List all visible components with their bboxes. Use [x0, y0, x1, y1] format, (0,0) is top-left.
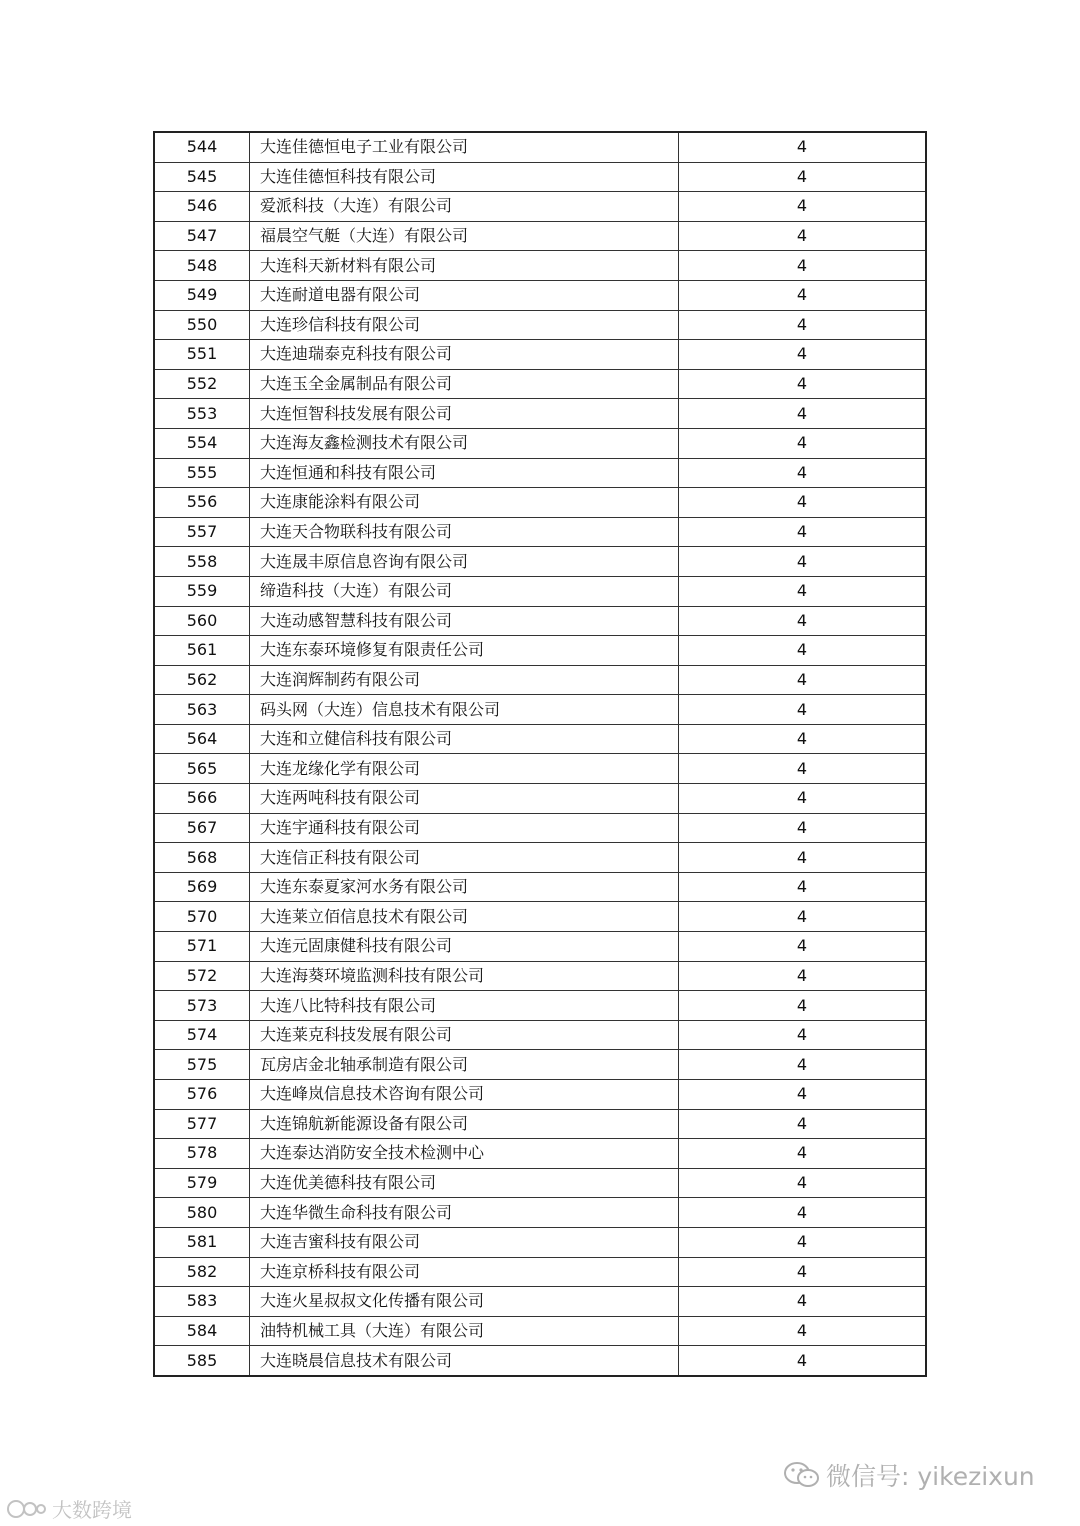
table-row: [154, 754, 926, 784]
row-value: 4: [679, 517, 927, 547]
row-number: 575: [154, 1050, 250, 1080]
company-name: 大连海友鑫检测技术有限公司: [250, 428, 679, 458]
company-name: 大连润辉制药有限公司: [250, 665, 679, 695]
company-name: 大连锦航新能源设备有限公司: [250, 1109, 679, 1139]
table-row: [154, 991, 926, 1021]
row-value: 4: [679, 1109, 927, 1139]
company-name: 大连东泰环境修复有限责任公司: [250, 636, 679, 666]
row-number: 547: [154, 221, 250, 251]
company-name: 大连华微生命科技有限公司: [250, 1198, 679, 1228]
row-number: 552: [154, 369, 250, 399]
row-number: 571: [154, 932, 250, 962]
table-row: [154, 488, 926, 518]
company-name: 大连玉全金属制品有限公司: [250, 369, 679, 399]
row-value: 4: [679, 724, 927, 754]
row-number: 548: [154, 251, 250, 281]
row-value: 4: [679, 1316, 927, 1346]
row-number: 550: [154, 310, 250, 340]
company-name: 大连恒通和科技有限公司: [250, 458, 679, 488]
company-name: 大连元固康健科技有限公司: [250, 932, 679, 962]
table-row: [154, 221, 926, 251]
row-value: 4: [679, 1080, 927, 1110]
row-value: 4: [679, 754, 927, 784]
row-number: 573: [154, 991, 250, 1021]
table-row: [154, 1287, 926, 1317]
row-number: 556: [154, 488, 250, 518]
row-value: 4: [679, 1050, 927, 1080]
row-number: 553: [154, 399, 250, 429]
brand-watermark-text: 大数跨境: [52, 1498, 132, 1522]
company-name: 大连优美德科技有限公司: [250, 1168, 679, 1198]
table-row: [154, 813, 926, 843]
company-name: 大连东泰夏家河水务有限公司: [250, 872, 679, 902]
row-value: 4: [679, 340, 927, 370]
row-value: 4: [679, 1287, 927, 1317]
row-value: 4: [679, 488, 927, 518]
company-name: 瓦房店金北轴承制造有限公司: [250, 1050, 679, 1080]
row-value: 4: [679, 1020, 927, 1050]
brand-logo-icon: [6, 1497, 48, 1521]
row-value: 4: [679, 813, 927, 843]
row-number: 583: [154, 1287, 250, 1317]
row-number: 581: [154, 1227, 250, 1257]
row-value: 4: [679, 1257, 927, 1287]
row-value: 4: [679, 1139, 927, 1169]
row-value: 4: [679, 1198, 927, 1228]
row-value: 4: [679, 221, 927, 251]
company-name: 大连动感智慧科技有限公司: [250, 606, 679, 636]
table-row: [154, 872, 926, 902]
row-number: 576: [154, 1080, 250, 1110]
row-value: 4: [679, 576, 927, 606]
row-number: 572: [154, 961, 250, 991]
company-name: 爱派科技（大连）有限公司: [250, 192, 679, 222]
row-number: 584: [154, 1316, 250, 1346]
company-name: 大连龙缘化学有限公司: [250, 754, 679, 784]
table-row: [154, 251, 926, 281]
row-number: 564: [154, 724, 250, 754]
company-name: 大连吉蜜科技有限公司: [250, 1227, 679, 1257]
table-row: [154, 902, 926, 932]
table-row: [154, 1109, 926, 1139]
company-name: 大连泰达消防安全技术检测中心: [250, 1139, 679, 1169]
row-number: 546: [154, 192, 250, 222]
row-value: 4: [679, 843, 927, 873]
table-row: [154, 517, 926, 547]
wechat-watermark: [782, 1457, 1035, 1493]
row-value: 4: [679, 636, 927, 666]
row-value: 4: [679, 961, 927, 991]
row-value: 4: [679, 132, 927, 162]
row-value: 4: [679, 192, 927, 222]
row-number: 544: [154, 132, 250, 162]
company-name: 大连晟丰原信息咨询有限公司: [250, 547, 679, 577]
wechat-icon: [782, 1460, 822, 1490]
row-number: 574: [154, 1020, 250, 1050]
table-row: [154, 547, 926, 577]
row-value: 4: [679, 1346, 927, 1376]
row-number: 570: [154, 902, 250, 932]
table-row: [154, 665, 926, 695]
company-name: 码头网（大连）信息技术有限公司: [250, 695, 679, 725]
row-value: 4: [679, 695, 927, 725]
row-value: 4: [679, 369, 927, 399]
row-value: 4: [679, 399, 927, 429]
table-row: [154, 369, 926, 399]
company-name: 大连海葵环境监测科技有限公司: [250, 961, 679, 991]
table-row: [154, 1020, 926, 1050]
table-row: [154, 576, 926, 606]
company-name: 福晨空气艇（大连）有限公司: [250, 221, 679, 251]
row-number: 568: [154, 843, 250, 873]
row-number: 582: [154, 1257, 250, 1287]
row-number: 577: [154, 1109, 250, 1139]
row-number: 585: [154, 1346, 250, 1376]
company-name: 大连莱立佰信息技术有限公司: [250, 902, 679, 932]
row-number: 563: [154, 695, 250, 725]
company-name: 大连晓晨信息技术有限公司: [250, 1346, 679, 1376]
company-name: 大连信正科技有限公司: [250, 843, 679, 873]
table-row: [154, 162, 926, 192]
company-table: [153, 131, 927, 1377]
table-row: [154, 1080, 926, 1110]
row-value: 4: [679, 251, 927, 281]
row-number: 566: [154, 784, 250, 814]
table-row: [154, 428, 926, 458]
row-number: 580: [154, 1198, 250, 1228]
row-number: 561: [154, 636, 250, 666]
table-row: [154, 784, 926, 814]
table-row: [154, 1227, 926, 1257]
table-row: [154, 843, 926, 873]
row-value: 4: [679, 932, 927, 962]
row-value: 4: [679, 872, 927, 902]
row-value: 4: [679, 991, 927, 1021]
row-number: 579: [154, 1168, 250, 1198]
row-number: 554: [154, 428, 250, 458]
row-number: 578: [154, 1139, 250, 1169]
row-value: 4: [679, 547, 927, 577]
table-row: [154, 458, 926, 488]
table-row: [154, 1346, 926, 1376]
row-number: 565: [154, 754, 250, 784]
row-value: 4: [679, 1168, 927, 1198]
company-table-container: [153, 131, 927, 1377]
row-value: 4: [679, 428, 927, 458]
table-row: [154, 606, 926, 636]
row-number: 558: [154, 547, 250, 577]
company-name: 大连火星叔叔文化传播有限公司: [250, 1287, 679, 1317]
row-number: 559: [154, 576, 250, 606]
company-name: 大连耐道电器有限公司: [250, 280, 679, 310]
table-row: [154, 636, 926, 666]
wechat-watermark-text: 微信号: yikezixun: [826, 1462, 1035, 1491]
company-name: 大连峰岚信息技术咨询有限公司: [250, 1080, 679, 1110]
table-row: [154, 961, 926, 991]
company-name: 大连京桥科技有限公司: [250, 1257, 679, 1287]
row-value: 4: [679, 665, 927, 695]
row-value: 4: [679, 162, 927, 192]
row-number: 555: [154, 458, 250, 488]
company-name: 大连康能涂料有限公司: [250, 488, 679, 518]
company-name: 大连科天新材料有限公司: [250, 251, 679, 281]
row-number: 557: [154, 517, 250, 547]
table-row: [154, 695, 926, 725]
company-name: 大连迪瑞泰克科技有限公司: [250, 340, 679, 370]
company-name: 大连天合物联科技有限公司: [250, 517, 679, 547]
company-name: 大连宇通科技有限公司: [250, 813, 679, 843]
company-name: 油特机械工具（大连）有限公司: [250, 1316, 679, 1346]
row-value: 4: [679, 458, 927, 488]
row-value: 4: [679, 784, 927, 814]
table-row: [154, 1050, 926, 1080]
table-row: [154, 932, 926, 962]
company-name: 缔造科技（大连）有限公司: [250, 576, 679, 606]
row-number: 551: [154, 340, 250, 370]
table-row: [154, 1198, 926, 1228]
table-row: [154, 1316, 926, 1346]
table-row: [154, 192, 926, 222]
table-row: [154, 1168, 926, 1198]
company-name: 大连佳德恒电子工业有限公司: [250, 132, 679, 162]
table-row: [154, 724, 926, 754]
row-number: 569: [154, 872, 250, 902]
row-number: 545: [154, 162, 250, 192]
row-value: 4: [679, 606, 927, 636]
company-name: 大连恒智科技发展有限公司: [250, 399, 679, 429]
row-number: 549: [154, 280, 250, 310]
table-row: [154, 1139, 926, 1169]
company-name: 大连和立健信科技有限公司: [250, 724, 679, 754]
company-name: 大连两吨科技有限公司: [250, 784, 679, 814]
brand-watermark: [6, 1494, 132, 1523]
company-name: 大连佳德恒科技有限公司: [250, 162, 679, 192]
table-row: [154, 340, 926, 370]
row-value: 4: [679, 902, 927, 932]
table-row: [154, 399, 926, 429]
row-number: 562: [154, 665, 250, 695]
table-row: [154, 310, 926, 340]
company-name: 大连珍信科技有限公司: [250, 310, 679, 340]
table-row: [154, 132, 926, 162]
row-value: 4: [679, 1227, 927, 1257]
row-value: 4: [679, 310, 927, 340]
company-name: 大连八比特科技有限公司: [250, 991, 679, 1021]
company-table-body: [154, 132, 926, 1376]
table-row: [154, 280, 926, 310]
table-row: [154, 1257, 926, 1287]
row-number: 560: [154, 606, 250, 636]
company-name: 大连莱克科技发展有限公司: [250, 1020, 679, 1050]
row-value: 4: [679, 280, 927, 310]
row-number: 567: [154, 813, 250, 843]
